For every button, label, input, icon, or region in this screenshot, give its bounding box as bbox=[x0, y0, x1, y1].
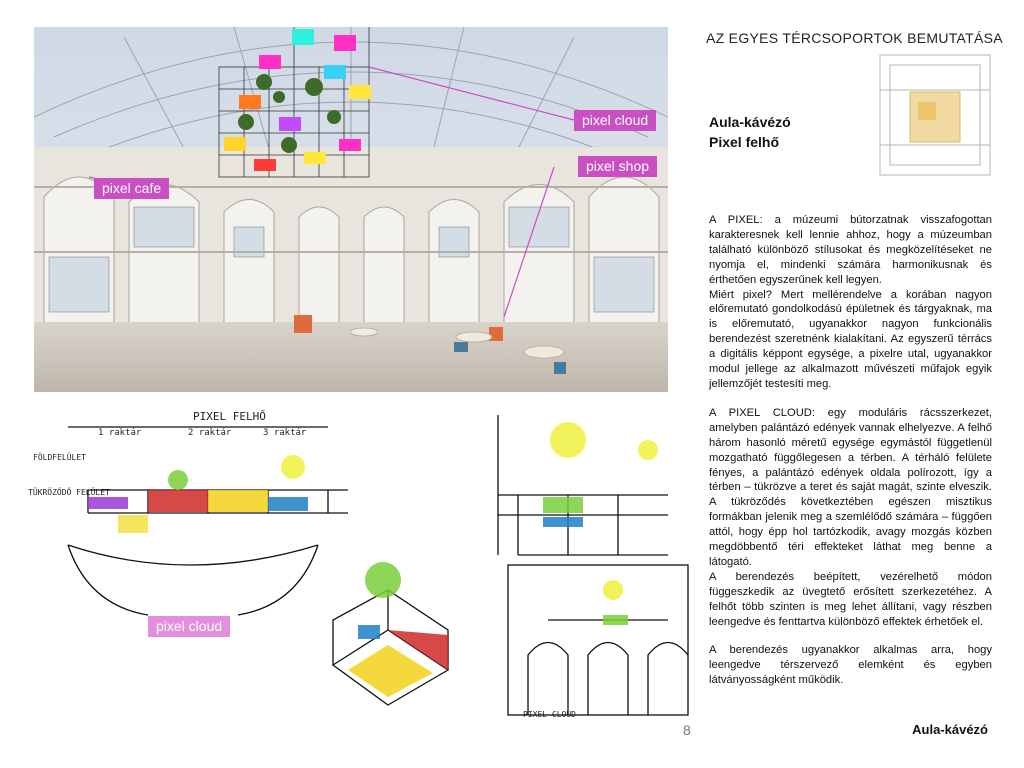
paragraph-pixel-cloud: A PIXEL CLOUD: egy moduláris rácsszerkezet, amelyben palántázó edények vannak elhelyezve. A felhő három hasonló méretű egysége egymástól függetlenül mozgatható függőlegesen a térben. A térháló felülete fényes, a palántázó edények oldala polírozott, így a térben – tükrözve a teret és saját magát, szinte elveszik. A tükröződés következtében egészen misztikus formákban jelenik meg a szemlélődő számára – függően attól, hogy épp hol tartózkodik, avagy mozgás közben megdöbbentő téri effekteket láthat meg benne a látogató. bbox=[709, 406, 992, 568]
paragraph-function: A berendezés ugyanakkor alkalmas arra, hogy leengedve térszervező elemként és egyben látványosságként működik. bbox=[709, 644, 992, 687]
sketch-title-label: PIXEL FELHŐ bbox=[193, 410, 266, 423]
sketch-floor-label: FÖLDFELÜLET bbox=[33, 453, 86, 462]
paragraph-why-pixel: Miért pixel? Mert mellérendelve a korában nagyon előremutató gondolkodású épületnek és tárgyaknak, ma is előremutató, ugyanakkor nagyon funkcionális berendezést szeretnénk kialakítani. Az egyszerű térrács a digitális képpont egysége, a pixelre utal, ugyanakkor modul jellege az alkalmazott művészeti műfajok egyik jellemzőjét testesíti meg. bbox=[709, 288, 992, 390]
pixel-cafe-tag: pixel cafe bbox=[94, 178, 169, 199]
sketch-section-label: PIXEL CLOUD bbox=[523, 710, 576, 719]
sketch-col2-label: 2 raktár bbox=[188, 428, 232, 438]
footer-label: Aula-kávézó bbox=[912, 722, 988, 737]
subtitle-line-1: Aula-kávézó bbox=[709, 114, 791, 130]
sketch-col1-label: 1 raktár bbox=[98, 428, 142, 438]
pixel-shop-tag: pixel shop bbox=[578, 156, 657, 177]
paragraph-installation: A berendezés beépített, vezérelhető módon függeszkedik az üvegtető erősített szerkezetéhez. A felhőt több szinten is meg lehet állítani, vagy részben leengedve és fenttartva különböző effektek érhetőek el. bbox=[709, 570, 992, 628]
page-number: 8 bbox=[683, 722, 691, 738]
pixel-cloud-sketch-tag: pixel cloud bbox=[148, 616, 230, 637]
sketch-col3-label: 3 raktár bbox=[263, 428, 307, 438]
description-text bbox=[709, 213, 992, 688]
subtitle-line-2: Pixel felhő bbox=[709, 134, 780, 150]
section-subtitle bbox=[709, 112, 791, 152]
sketch-mirror-label: TÜKRÖZŐDŐ FELÜLET bbox=[28, 488, 110, 497]
design-sketches bbox=[28, 405, 698, 745]
paragraph-pixel: A PIXEL: a múzeumi bútorzatnak visszafogottan karakteresnek kell lennie ahhoz, hogy a múzeumban található különböző stílusokat és megközelítéseket ne nyomja el, mindenki számára harmonikusnak és érthetően egyszerűnek kell legyen. bbox=[709, 214, 992, 286]
pixel-cloud-tag: pixel cloud bbox=[574, 110, 656, 131]
page-header-title: AZ EGYES TÉRCSOPORTOK BEMUTATÁSA bbox=[706, 30, 1003, 46]
atrium-render-image bbox=[34, 27, 668, 392]
floor-plan-thumbnail bbox=[870, 50, 1000, 185]
